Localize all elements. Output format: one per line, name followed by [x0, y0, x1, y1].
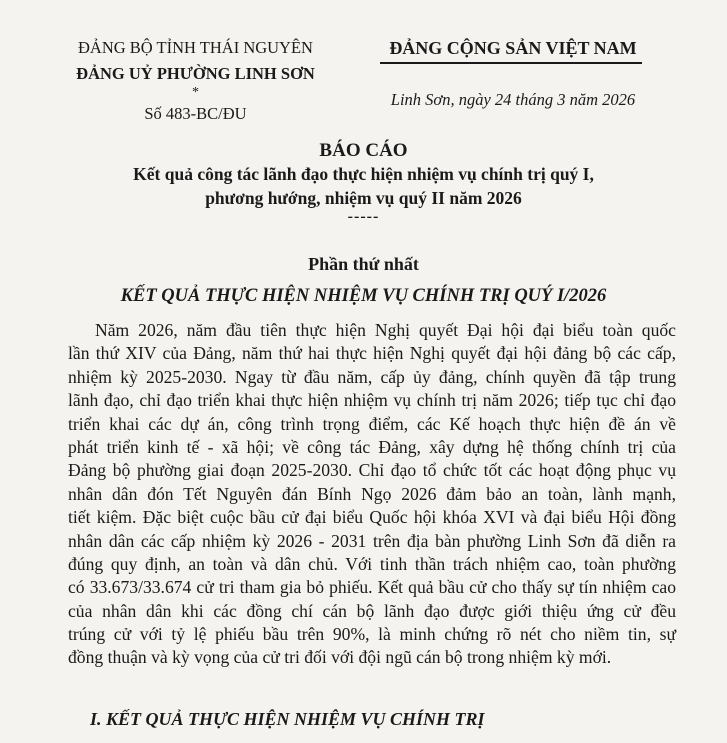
- party-committee-name: ĐẢNG BỘ TỈNH THÁI NGUYÊN: [78, 38, 313, 57]
- body-line: có 33.673/33.674 cử tri tham gia bỏ phiếu. Kết quả bầu cử cho thấy sự tín nhiệm cao: [68, 577, 676, 598]
- body-line: trúng cử với tỷ lệ phiếu bầu trên 90%, là minh chứng rõ nét cho niềm tin, sự: [68, 624, 676, 645]
- body-line: phát triển kinh tế - xã hội; về công tác Đảng, xây dựng hệ thống chính trị của: [68, 436, 676, 457]
- section-heading: I. KẾT QUẢ THỰC HIỆN NHIỆM VỤ CHÍNH TRỊ: [90, 709, 485, 729]
- body-line: Đảng bộ phường giai đoạn 2025-2030. Chỉ đạo tổ chức tốt các hoạt động phục vụ: [68, 460, 676, 481]
- title-separator: -----: [347, 208, 380, 225]
- body-line: của nhân dân khi các đồng chí cán bộ lãnh đạo được giới thiệu ứng cử đều: [68, 600, 676, 621]
- ward-committee-name: ĐẢNG UỶ PHƯỜNG LINH SƠN: [76, 64, 315, 83]
- document-number: Số 483-BC/ĐU: [144, 104, 247, 123]
- document-subtitle-line-2: phương hướng, nhiệm vụ quý II năm 2026: [205, 188, 522, 208]
- body-line: Năm 2026, năm đầu tiên thực hiện Nghị quyết Đại hội đại biểu toàn quốc: [95, 320, 676, 340]
- document-type-title: BÁO CÁO: [319, 140, 408, 161]
- body-line: đồng thuận và kỳ vọng của cử tri đối với đội ngũ cán bộ trong nhiệm kỳ mới.: [68, 647, 612, 668]
- body-line: nhân dân các cấp nhiệm kỳ 2026 - 2031 trên địa bàn phường Linh Sơn đã diễn ra: [68, 530, 676, 551]
- party-name-underline: [380, 62, 642, 64]
- body-line: lần thứ XIV của Đảng, năm thứ hai thực hiện Nghị quyết đại hội đảng bộ các cấp,: [68, 343, 676, 364]
- body-line: tiết kiệm. Đặc biệt cuộc bầu cử đại biểu Quốc hội khóa XVI và đại biểu Hội đồng: [68, 507, 676, 528]
- body-line: đúng quy định, an toàn và dân chủ. Với tinh thần trách nhiệm cao, toàn phường: [68, 553, 676, 574]
- part-label: Phần thứ nhất: [308, 254, 419, 274]
- document-subtitle-line-1: Kết quả công tác lãnh đạo thực hiện nhiệm vụ chính trị quý I,: [133, 164, 594, 184]
- body-line: lãnh đạo, chỉ đạo triển khai thực hiện nhiệm vụ chính trị năm 2026; tiếp tục chỉ đạo: [68, 390, 676, 411]
- party-name-heading: ĐẢNG CỘNG SẢN VIỆT NAM: [389, 38, 637, 58]
- body-line: nhiệm kỳ 2025-2030. Ngay từ đầu năm, cấp ủy đảng, chính quyền đã tập trung: [68, 366, 676, 387]
- place-date: Linh Sơn, ngày 24 tháng 3 năm 2026: [390, 90, 636, 109]
- body-line: nhân dân đón Tết Nguyên đán Bính Ngọ 2026 đảm bảo an toàn, lành mạnh,: [68, 483, 676, 504]
- body-paragraph: [68, 319, 676, 670]
- part-heading: KẾT QUẢ THỰC HIỆN NHIỆM VỤ CHÍNH TRỊ QUÝ I/2026: [120, 286, 607, 306]
- star-separator: *: [192, 85, 199, 100]
- body-line: triển khai các dự án, công trình trọng điểm, các Kế hoạch thực hiện đề án về: [68, 413, 676, 434]
